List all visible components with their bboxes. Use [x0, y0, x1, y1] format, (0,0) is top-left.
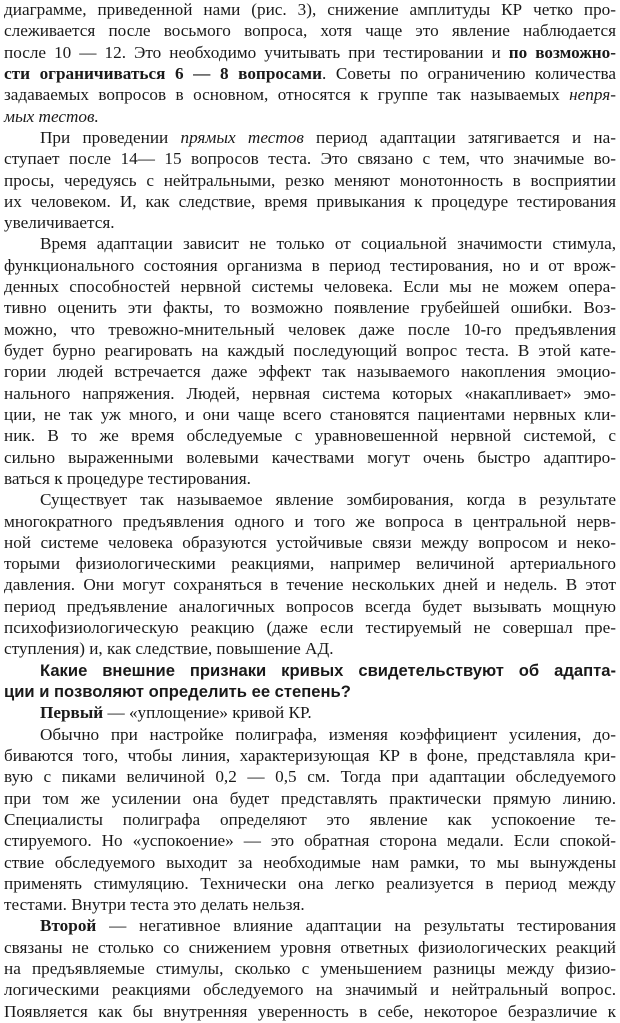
text-line: ступления) и, как следствие, повышение АД.: [4, 639, 334, 659]
text-line: ствие обследуемого выходит за необходимые нам рамки, то мы вынуждены: [4, 852, 616, 872]
text-line: можно, что тревожно-мнительный человек даже после 10-го предъявления: [4, 319, 616, 339]
section-heading: Какие внешние признаки кривых свидетельствуют об адапта-: [40, 660, 616, 680]
text-line: при том же усилении она будет представлять практически прямую линию.: [4, 788, 616, 808]
text-line: Специалисты полиграфа определяют это явление как успокоение те-: [4, 809, 616, 829]
text-line: связаны не столько со снижением уровня ответных физиологических реакций: [4, 937, 616, 957]
text-line: ной системе человека образуются устойчивые связи между вопросом и некo-: [4, 532, 616, 552]
text-line: торыми физиологическими реакциями, например величиной артериального: [4, 554, 616, 574]
section-heading: ции и позволяют определить ее степень?: [4, 682, 351, 701]
text-line: Второй — негативное влияние адаптации на результаты тестирования: [40, 916, 616, 936]
text-line: мых тестов.: [4, 106, 99, 126]
text-line: сти ограничиваться 6 — 8 вопросами. Советы по ограничению количества: [4, 63, 616, 83]
text-line: Появляется как бы внутренняя уверенность в себе, некоторое безразличие к: [4, 1001, 616, 1021]
text-line: Обычно при настройке полиграфа, изменяя коэффициент усиления, до-: [40, 724, 616, 744]
text-line: многократного предъявления одного и того же вопроса в центральной нерв-: [4, 511, 616, 531]
text-line: давления. Они могут сохраняться в течение нескольких дней и недель. В этот: [4, 575, 616, 595]
text-line: Первый — «уплощение» кривой КР.: [40, 703, 312, 723]
text-line: Время адаптации зависит не только от социальной значимости стимула,: [40, 234, 616, 254]
text-line: логическими реакциями обследуемого на значимый и нейтральный вопрос.: [4, 980, 616, 1000]
text-line: диаграмме, приведенной нами (рис. 3), снижение амплитуды КР четко про-: [4, 0, 616, 19]
text-line: денных способностей нервной системы человека. Если мы не можем опера-: [4, 277, 616, 297]
text-line: ник. В то же время обследуемые с уравновешенной нервной системой, с: [4, 426, 616, 446]
text-line: психофизиологическую реакцию (даже если тестируемый не совершал пре-: [4, 618, 616, 638]
text-line: период предъявление аналогичных вопросов всегда будет вызывать мощную: [4, 596, 616, 616]
text-line: на предъявляемые стимулы, сколько с уменьшением разницы между физио-: [4, 959, 616, 979]
text-line: ции, не так уж много, и они чаще всего становятся пациентами нервных кли-: [4, 404, 616, 424]
text-line: тестами. Внутри теста это делать нельзя.: [4, 895, 305, 915]
text-line: сильно выраженными волевыми качествами могут очень быстро адаптиро-: [4, 447, 616, 467]
text-line: Существует так называемое явление зомбирования, когда в результате: [40, 490, 616, 510]
text-line: ступает после 14— 15 вопросов теста. Это связано с тем, что значимые во-: [4, 149, 616, 169]
text-line: функционального состояния организма в период тестирования, но и от врож-: [4, 255, 616, 275]
text-line: просы, чередуясь с нейтральными, резко меняют монотонность в восприятии: [4, 170, 616, 190]
text-line: применять стимуляцию. Технически она легко реализуется в период между: [4, 873, 616, 893]
text-line: стируемого. Но «успокоение» — это обратная сторона медали. Если спокой-: [4, 831, 616, 851]
text-line: после 10 — 12. Это необходимо учитывать при тестировании и по возможно-: [4, 42, 616, 62]
text-line: биваются того, чтобы линия, характеризующая КР в фоне, представляла кри-: [4, 745, 616, 765]
text-line: их человеком. И, как следствие, время привыкания к процедуре тестирования: [4, 191, 616, 211]
text-line: гории людей встречается даже эффект так называемого накопления эмоцио-: [4, 362, 616, 382]
text-line: ваться к процедуре тестирования.: [4, 468, 251, 488]
text-line: нального напряжения. Людей, нервная система которых «накапливает» эмо-: [4, 383, 616, 403]
text-line: При проведении прямых тестов период адаптации затягивается и на-: [40, 127, 616, 147]
text-line: вую с пиками величиной 0,2 — 0,5 см. Тогда при адаптации обследуемого: [4, 767, 616, 787]
text-line: задаваемых вопросов в основном, относятся к группе так называемых непря-: [4, 85, 616, 105]
text-line: будет бурно реагировать на каждый последующий вопрос теста. В этой кате-: [4, 341, 616, 360]
text-line: увеличивается.: [4, 213, 115, 233]
text-line: слеживается после восьмого вопроса, хотя чаще это явление наблюдается: [4, 21, 616, 41]
text-line: тивно оценить эти факты, то возможно появление грубейшей ошибки. Воз-: [4, 298, 616, 318]
